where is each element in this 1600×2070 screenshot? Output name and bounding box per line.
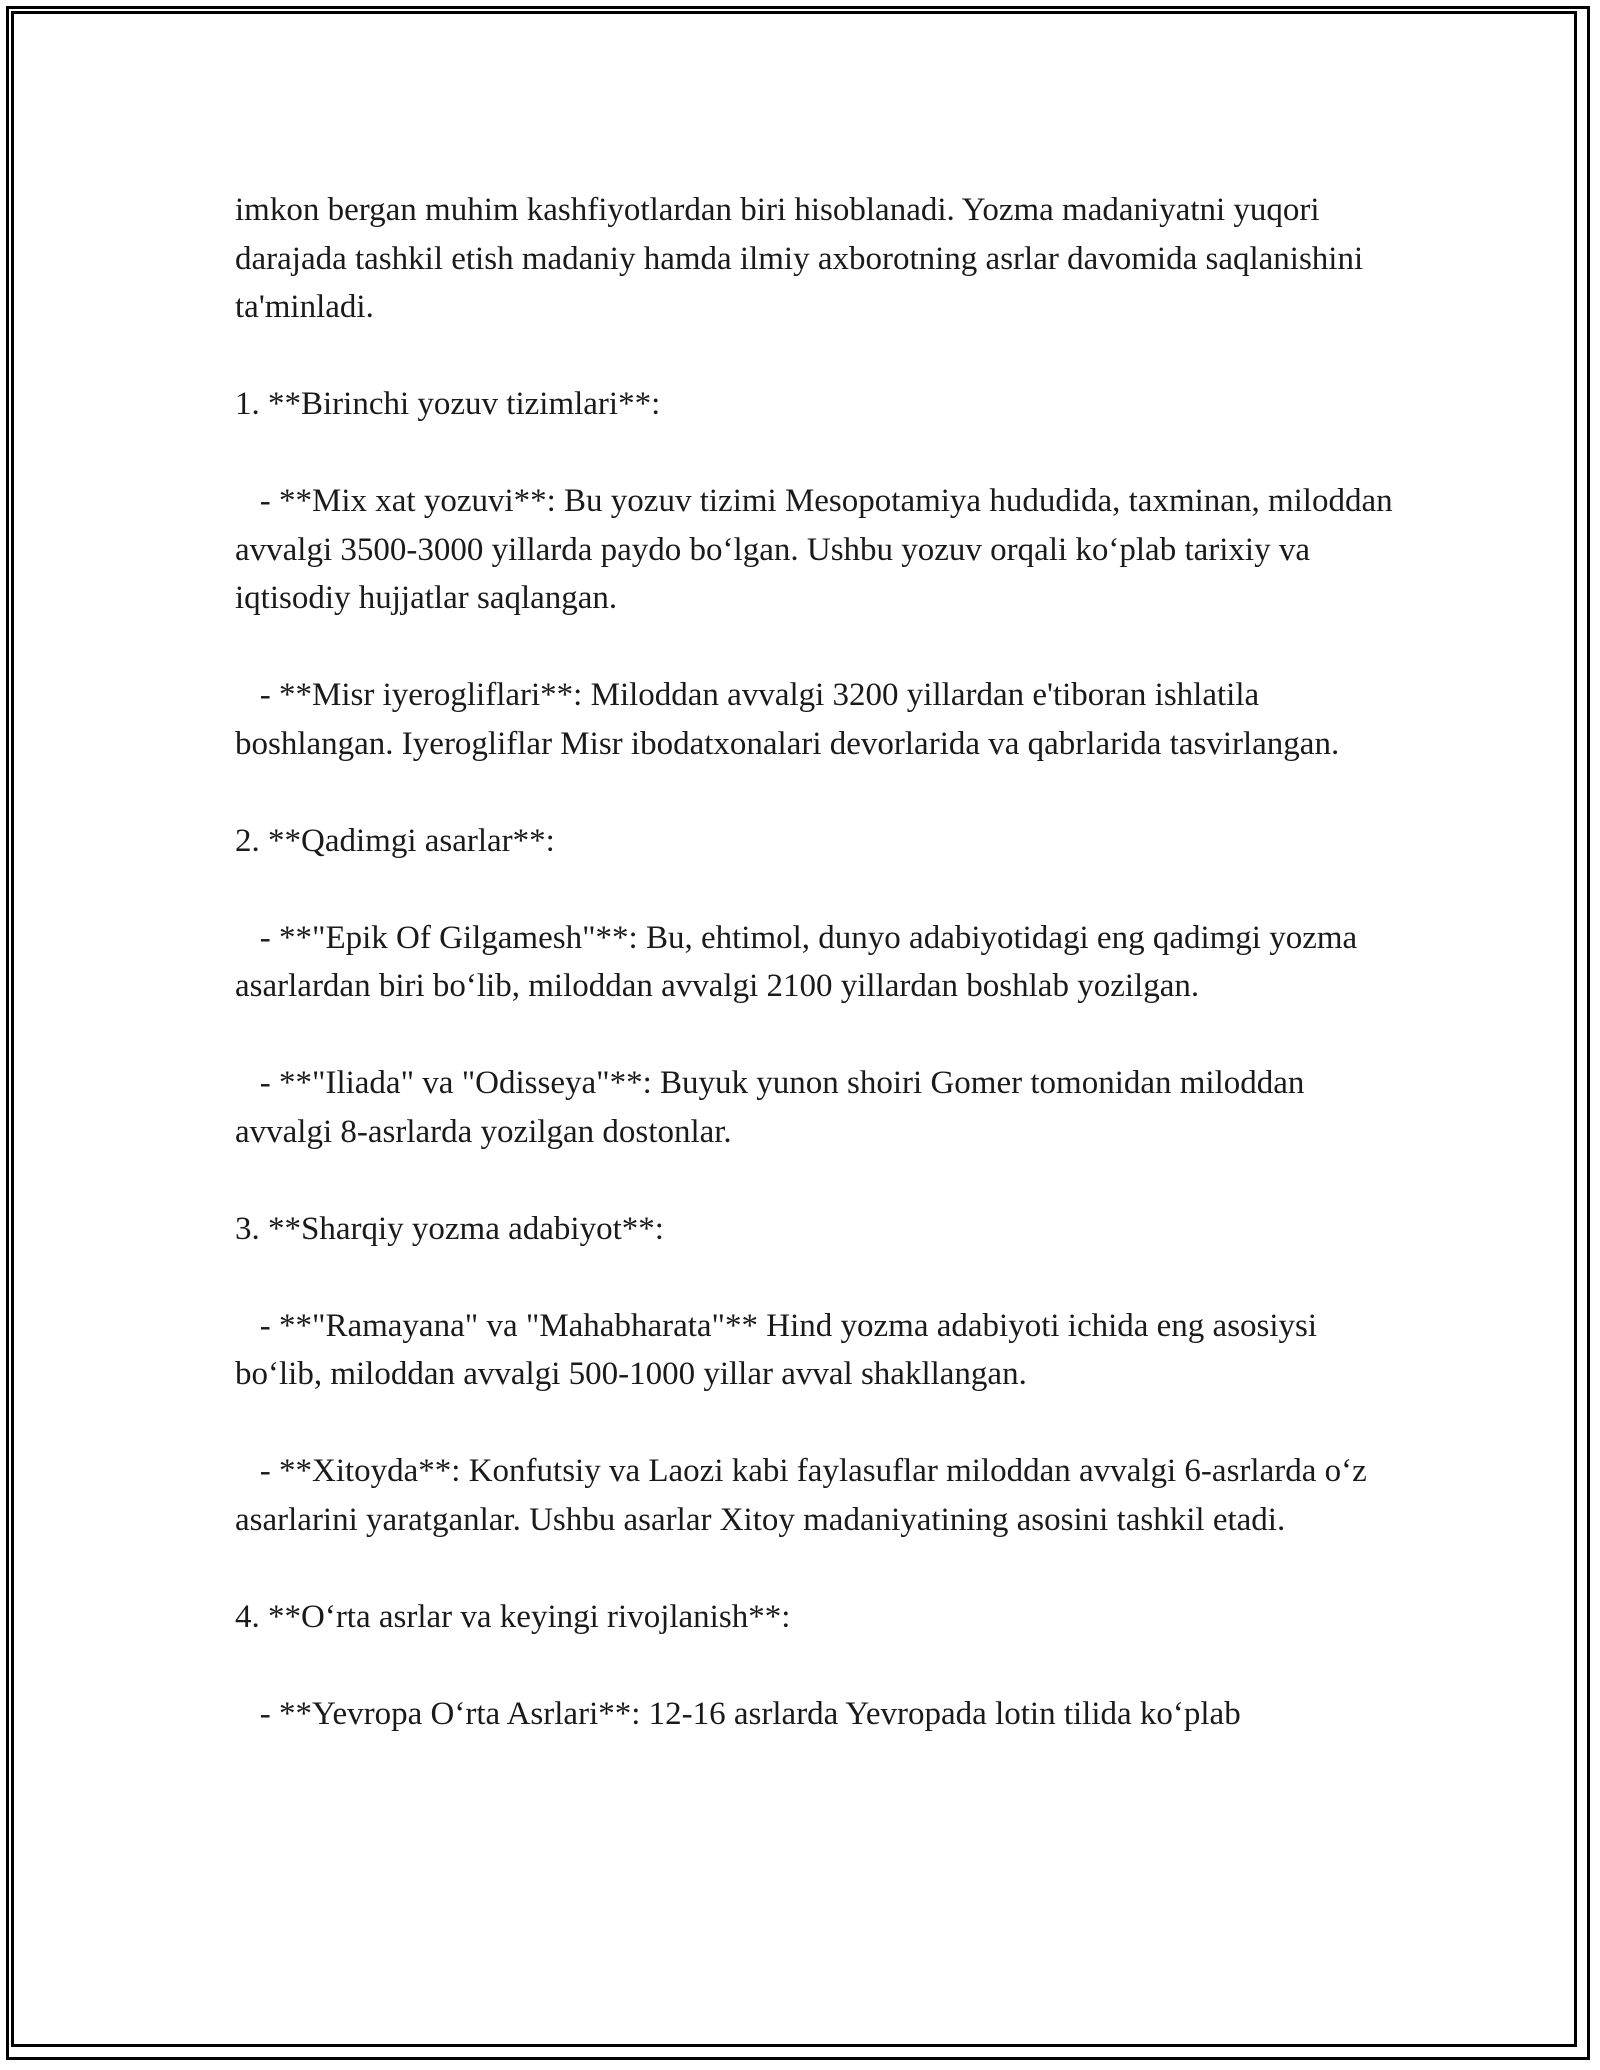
heading-middle-ages: 4. **O‘rta asrlar va keyingi rivojlanish**: bbox=[235, 1598, 791, 1635]
list-item-iliad-odyssey: - **"Iliada" va "Odisseya"**: Buyuk yunon shoiri Gomer tomonidan miloddan avvalgi 8-asrlarda yozilgan dostonlar. bbox=[235, 1065, 1313, 1150]
heading-ancient-works: 2. **Qadimgi asarlar**: bbox=[235, 822, 555, 859]
document-body bbox=[235, 186, 1401, 1738]
paragraph-intro: imkon bergan muhim kashfiyotlardan biri hisoblanadi. Yozma madaniyatni yuqori darajada tashkil etish madaniy hamda ilmiy axborotning asrlar davomida saqlanishini ta'minladi. bbox=[235, 192, 1372, 325]
list-item-ramayana: - **"Ramayana" va "Mahabharata"** Hind yozma adabiyoti ichida eng asosiysi bo‘lib, miloddan avvalgi 500-1000 yillar avval shakllangan. bbox=[235, 1307, 1326, 1392]
list-item-hieroglyphs: - **Misr iyerogliflari**: Miloddan avvalgi 3200 yillardan e'tiboran ishlatila boshlangan. Iyerogliflar Misr ibodatxonalari devorlarida va qabrlarida tasvirlangan. bbox=[235, 677, 1340, 762]
list-item-gilgamesh: - **"Epik Of Gilgamesh"**: Bu, ehtimol, dunyo adabiyotidagi eng qadimgi yozma asarlardan biri bo‘lib, miloddan avvalgi 2100 yillardan boshlab yozilgan. bbox=[235, 919, 1366, 1004]
list-item-china: - **Xitoyda**: Konfutsiy va Laozi kabi faylasuflar miloddan avvalgi 6-asrlarda o‘z asarlarini yaratganlar. Ushbu asarlar Xitoy madaniyatining asosini tashkil etadi. bbox=[235, 1453, 1375, 1538]
list-item-european-middle-ages: - **Yevropa O‘rta Asrlari**: 12-16 asrlarda Yevropada lotin tilida ko‘plab bbox=[235, 1695, 1241, 1732]
heading-writing-systems: 1. **Birinchi yozuv tizimlari**: bbox=[235, 386, 661, 422]
heading-eastern-literature: 3. **Sharqiy yozma adabiyot**: bbox=[235, 1210, 664, 1247]
list-item-cuneiform: - **Mix xat yozuvi**: Bu yozuv tizimi Mesopotamiya hududida, taxminan, miloddan avvalgi 3500-3000 yillarda paydo bo‘lgan. Ushbu yozuv orqali ko‘plab tarixiy va iqtisodiy hujjatlar saqlangan. bbox=[235, 483, 1401, 616]
